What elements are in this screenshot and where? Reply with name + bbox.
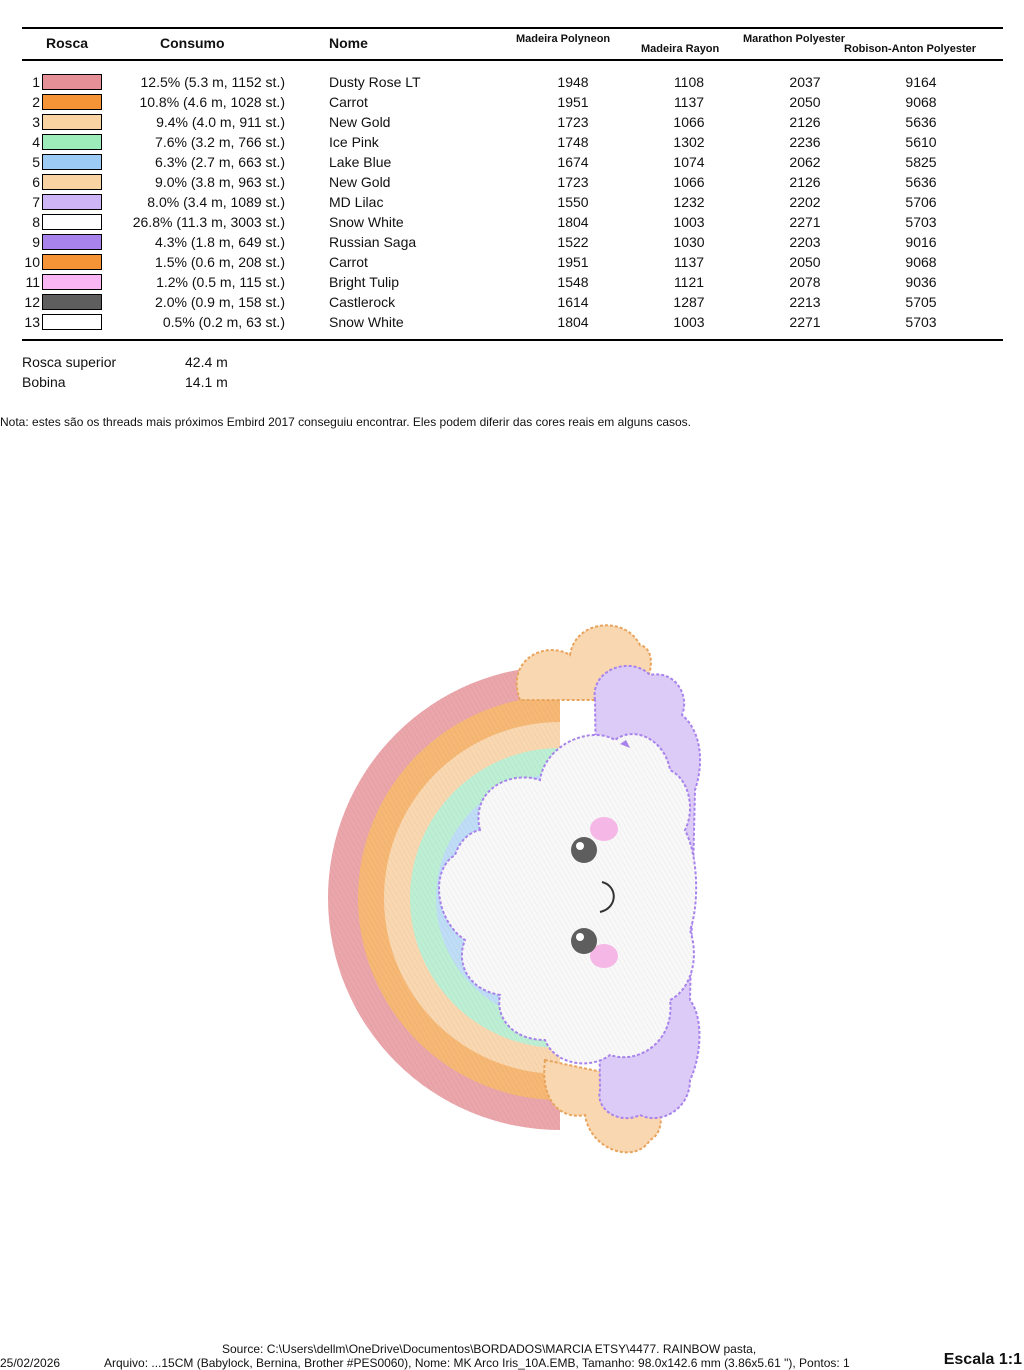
robison-anton-code: 9068 <box>905 94 937 110</box>
madeira-rayon-code: 1121 <box>673 274 705 290</box>
thread-name: Carrot <box>329 254 368 270</box>
marathon-polyester-code: 2202 <box>789 194 821 210</box>
thread-number: 12 <box>24 294 40 310</box>
thread-number: 13 <box>24 314 40 330</box>
thread-number: 5 <box>32 154 40 170</box>
footer-source: Source: C:\Users\dellm\OneDrive\Documentos\BORDADOS\MARCIA ETSY\4477. RAINBOW pasta, <box>222 1342 757 1356</box>
madeira-rayon-code: 1066 <box>673 174 705 190</box>
thread-usage: 1.2% (0.5 m, 115 st.) <box>156 274 285 290</box>
summary-top-value: 42.4 m <box>185 354 228 370</box>
thread-number: 6 <box>32 174 40 190</box>
cheek-top <box>590 817 618 841</box>
marathon-polyester-code: 2271 <box>789 314 821 330</box>
madeira-rayon-code: 1030 <box>673 234 705 250</box>
marathon-polyester-code: 2126 <box>789 114 821 130</box>
thread-number: 2 <box>32 94 40 110</box>
robison-anton-code: 5703 <box>905 314 937 330</box>
madeira-polyneon-code: 1748 <box>557 134 589 150</box>
header-name: Nome <box>329 35 368 51</box>
footer-file-info: Arquivo: ...15CM (Babylock, Bernina, Brother #PES0060), Nome: MK Arco Iris_10A.EMB, Tamanho: 98.0x142.6 mm (3.86x5.61 "), Pontos: 1 <box>104 1356 850 1370</box>
thread-number: 3 <box>32 114 40 130</box>
robison-anton-code: 5705 <box>905 294 937 310</box>
madeira-rayon-code: 1108 <box>673 74 705 90</box>
thread-usage: 6.3% (2.7 m, 663 st.) <box>155 154 285 170</box>
marathon-polyester-code: 2050 <box>789 254 821 270</box>
madeira-rayon-code: 1137 <box>673 254 705 270</box>
madeira-polyneon-code: 1674 <box>557 154 589 170</box>
marathon-polyester-code: 2203 <box>789 234 821 250</box>
header-madeira-rayon: Madeira Rayon <box>641 43 720 55</box>
thread-name: MD Lilac <box>329 194 384 210</box>
madeira-rayon-code: 1137 <box>673 94 705 110</box>
thread-name: Castlerock <box>329 294 396 310</box>
madeira-polyneon-code: 1804 <box>557 214 589 230</box>
robison-anton-code: 5636 <box>905 114 937 130</box>
header-madeira-polyneon: Madeira Polyneon <box>516 33 611 45</box>
marathon-polyester-code: 2271 <box>789 214 821 230</box>
marathon-polyester-code: 2037 <box>789 74 821 90</box>
thread-usage: 2.0% (0.9 m, 158 st.) <box>155 294 285 310</box>
thread-usage: 10.8% (4.6 m, 1028 st.) <box>139 94 285 110</box>
eye-bottom <box>571 928 597 954</box>
madeira-polyneon-code: 1522 <box>557 234 589 250</box>
thread-name: Carrot <box>329 94 368 110</box>
robison-anton-code: 5636 <box>905 174 937 190</box>
madeira-rayon-code: 1074 <box>673 154 705 170</box>
thread-name: Snow White <box>329 314 404 330</box>
madeira-polyneon-code: 1550 <box>557 194 589 210</box>
madeira-rayon-code: 1066 <box>673 114 705 130</box>
footer-date: 25/02/2026 <box>0 1356 61 1370</box>
thread-number: 7 <box>32 194 40 210</box>
robison-anton-code: 9036 <box>905 274 937 290</box>
madeira-polyneon-code: 1723 <box>557 114 589 130</box>
header-robison-anton: Robison-Anton Polyester <box>844 43 977 55</box>
header-usage: Consumo <box>160 35 225 51</box>
thread-number: 4 <box>32 134 40 150</box>
thread-name: Russian Saga <box>329 234 417 250</box>
note-text: Nota: estes são os threads mais próximos Embird 2017 conseguiu encontrar. Eles podem diferir das cores reais em alguns casos. <box>0 415 692 429</box>
thread-number: 9 <box>32 234 40 250</box>
madeira-polyneon-code: 1951 <box>557 254 589 270</box>
thread-name: Snow White <box>329 214 404 230</box>
marathon-polyester-code: 2126 <box>789 174 821 190</box>
robison-anton-code: 5610 <box>905 134 937 150</box>
madeira-polyneon-code: 1614 <box>557 294 589 310</box>
eye-top <box>571 837 597 863</box>
thread-usage: 9.4% (4.0 m, 911 st.) <box>156 114 285 130</box>
thread-number: 11 <box>25 274 40 290</box>
thread-name: Ice Pink <box>329 134 379 150</box>
thread-usage: 9.0% (3.8 m, 963 st.) <box>155 174 285 190</box>
madeira-polyneon-code: 1548 <box>557 274 589 290</box>
thread-number: 8 <box>32 214 40 230</box>
thread-name: Dusty Rose LT <box>329 74 421 90</box>
madeira-rayon-code: 1287 <box>673 294 705 310</box>
summary-top-label: Rosca superior <box>22 354 117 370</box>
madeira-rayon-code: 1302 <box>673 134 705 150</box>
robison-anton-code: 9016 <box>905 234 937 250</box>
marathon-polyester-code: 2236 <box>789 134 821 150</box>
madeira-rayon-code: 1232 <box>673 194 705 210</box>
thread-usage: 1.5% (0.6 m, 208 st.) <box>155 254 285 270</box>
madeira-polyneon-code: 1723 <box>557 174 589 190</box>
marathon-polyester-code: 2050 <box>789 94 821 110</box>
marathon-polyester-code: 2078 <box>789 274 821 290</box>
header-thread: Rosca <box>46 35 89 51</box>
thread-usage: 8.0% (3.4 m, 1089 st.) <box>147 194 285 210</box>
thread-name: New Gold <box>329 174 391 190</box>
summary-bobbin-label: Bobina <box>22 374 66 390</box>
madeira-polyneon-code: 1951 <box>557 94 589 110</box>
robison-anton-code: 5825 <box>905 154 937 170</box>
thread-name: Bright Tulip <box>329 274 400 290</box>
thread-number: 10 <box>24 254 40 270</box>
thread-usage: 12.5% (5.3 m, 1152 st.) <box>140 74 285 90</box>
madeira-polyneon-code: 1804 <box>557 314 589 330</box>
thread-number: 1 <box>32 74 40 90</box>
marathon-polyester-code: 2062 <box>789 154 821 170</box>
madeira-rayon-code: 1003 <box>673 314 705 330</box>
summary-bobbin-value: 14.1 m <box>185 374 228 390</box>
thread-usage: 26.8% (11.3 m, 3003 st.) <box>132 214 285 230</box>
marathon-polyester-code: 2213 <box>789 294 821 310</box>
robison-anton-code: 5703 <box>905 214 937 230</box>
robison-anton-code: 9068 <box>905 254 937 270</box>
thread-name: Lake Blue <box>329 154 392 170</box>
madeira-polyneon-code: 1948 <box>557 74 589 90</box>
robison-anton-code: 9164 <box>905 74 937 90</box>
header-marathon-polyester: Marathon Polyester <box>743 33 846 45</box>
thread-usage: 4.3% (1.8 m, 649 st.) <box>155 234 285 250</box>
thread-name: New Gold <box>329 114 391 130</box>
footer-scale: Escala 1:1 <box>943 1351 1022 1368</box>
robison-anton-code: 5706 <box>905 194 937 210</box>
madeira-rayon-code: 1003 <box>673 214 705 230</box>
thread-usage: 7.6% (3.2 m, 766 st.) <box>155 134 285 150</box>
thread-usage: 0.5% (0.2 m, 63 st.) <box>162 314 285 330</box>
